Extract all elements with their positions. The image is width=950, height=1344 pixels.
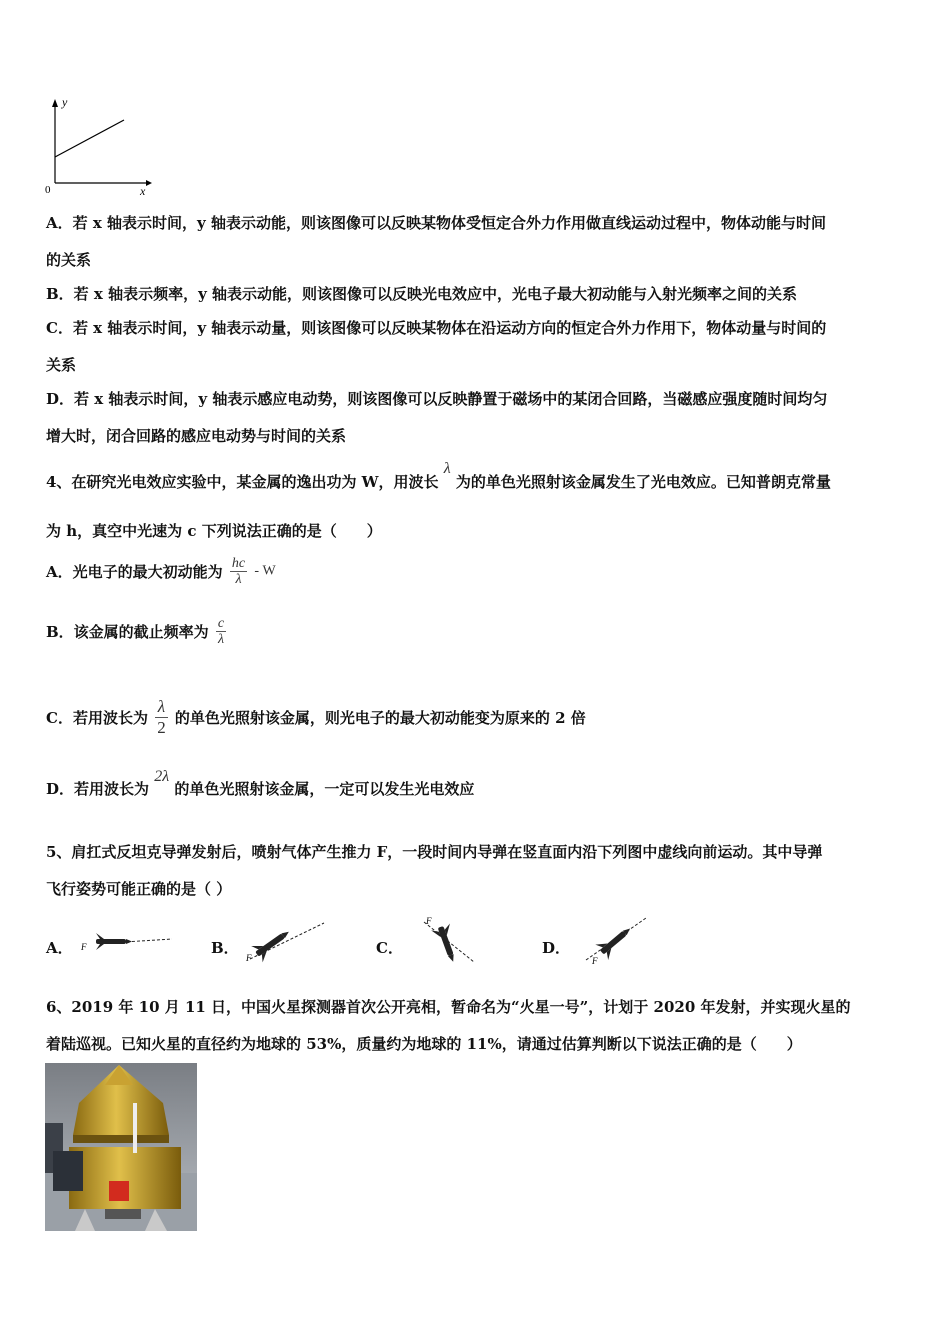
q6-stem-line2: 着陆巡视。已知火星的直径约为地球的 53%，质量约为地球的 11%，请通过估算判断以下说法正确的是（ ） [46, 1035, 802, 1053]
svg-text:F: F [246, 953, 252, 963]
missile-diagram-b [240, 915, 330, 965]
y-axis-label: y [62, 95, 68, 109]
q3-option-d-line1: D．若 x 轴表示时间，y 轴表示感应电动势，则该图像可以反映静置于磁场中的某闭合回路，当磁感应强度随时间均匀 [46, 390, 828, 408]
q5-option-c-label: C． [376, 939, 403, 957]
fraction-hc-lambda: $\frac{hc}{\lambda}$ [231, 556, 246, 587]
q4-stem-line2: 为 h，真空中光速为 c 下列说法正确的是（ ） [46, 522, 382, 540]
q3-option-b: B．若 x 轴表示频率，y 轴表示动能，则该图像可以反映光电效应中，光电子最大初动能与入射光频率之间的关系 [46, 285, 798, 303]
x-axis-label: x [140, 184, 146, 198]
fraction-c-lambda: $\frac{c}{\lambda}$ [217, 616, 225, 647]
q5-option-a-label: A． [46, 939, 73, 957]
q4-option-b: B．该金属的截止频率为 $\frac{c}{\lambda}$ [46, 616, 225, 647]
lambda-symbol: λ [443, 460, 451, 477]
linear-graph [40, 95, 160, 200]
q3-option-c-line1: C．若 x 轴表示时间，y 轴表示动量，则该图像可以反映某物体在沿运动方向的恒定合外力作用下，物体动量与时间的 [46, 319, 827, 337]
q5-option-b-label: B． [211, 939, 239, 957]
svg-text:F: F [81, 942, 87, 952]
origin-label: 0 [45, 184, 51, 196]
svg-text:F: F [592, 956, 598, 966]
two-lambda: 2λ [154, 767, 170, 785]
missile-diagram-d [580, 912, 650, 968]
q5-stem-line2: 飞行姿势可能正确的是（ ） [46, 880, 232, 898]
q6-stem-line1: 6、2019 年 10 月 11 日，中国火星探测器首次公开亮相，暂命名为“火星一号”，计划于 2020 年发射，并实现火星的 [46, 998, 851, 1016]
q3-option-c-line2: 关系 [46, 356, 77, 374]
q3-option-d-line2: 增大时，闭合回路的感应电动势与时间的关系 [46, 427, 347, 445]
q3-option-a-line1: A．若 x 轴表示时间，y 轴表示动能，则该图像可以反映某物体受恒定合外力作用做直线运动过程中，物体动能与时间 [46, 214, 826, 232]
missile-diagram-a [78, 928, 174, 954]
q5-stem-line1: 5、肩扛式反坦克导弹发射后，喷射气体产生推力 F，一段时间内导弹在竖直面内沿下列图中虚线向前运动。其中导弹 [46, 843, 823, 861]
svg-text:F: F [426, 916, 432, 926]
q3-option-a-line2: 的关系 [46, 251, 92, 269]
fraction-lambda-2: $\frac{\lambda}{2}$ [157, 697, 166, 737]
q4-option-a: A．光电子的最大初动能为 $\frac{hc}{\lambda}$ - W [46, 556, 276, 587]
missile-diagram-c [412, 912, 482, 968]
mars-probe-photo [45, 1063, 197, 1231]
q4-option-c: C．若用波长为 $\frac{\lambda}{2}$ 的单色光照射该金属，则光电子的最大初动能变为原来的 2 倍 [46, 697, 586, 737]
q4-stem-line1: 4、在研究光电效应实验中，某金属的逸出功为 W，用波长 λ 为的单色光照射该金属发生了光电效应。已知普朗克常量 [46, 460, 831, 491]
q5-option-d-label: D． [542, 939, 571, 957]
q4-option-d: D．若用波长为 2λ 的单色光照射该金属，一定可以发生光电效应 [46, 767, 475, 798]
